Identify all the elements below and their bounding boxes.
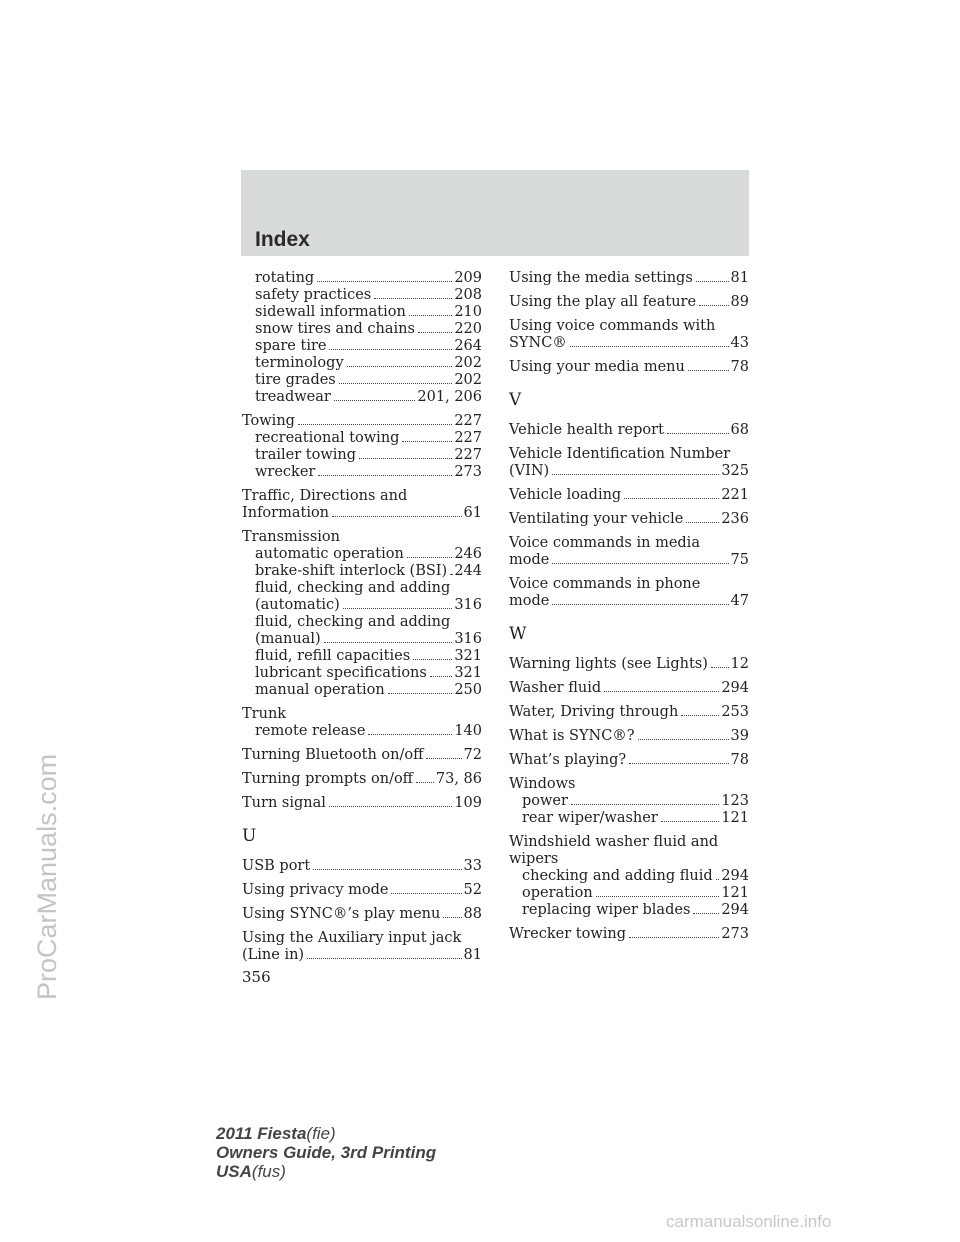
dot-leader [329,348,452,350]
entry-page: 316 [454,597,482,613]
dot-leader [334,399,416,401]
entry-text: (Line in) [242,947,305,963]
dot-leader [388,692,453,694]
entry-page: 39 [730,728,749,744]
index-entry: Using the Auxiliary input jack [242,930,462,946]
footer-market: USA [216,1162,252,1181]
dot-leader [681,714,719,716]
entry-text: rear wiper/washer [522,810,658,826]
entry-page: 75 [730,552,749,568]
index-entry [242,747,482,764]
entry-text: operation [522,885,593,901]
entry-page: 294 [721,902,749,918]
entry-page: 43 [730,335,749,351]
index-entry [509,270,749,287]
index-entry [509,704,749,721]
index-entry [509,728,749,745]
entry-text: checking and adding fluid [522,868,713,884]
entry-page: 201, 206 [417,389,482,405]
index-entry [509,294,749,311]
index-entry [242,648,482,665]
entry-page: 47 [730,593,749,609]
index-entry [242,355,482,372]
index-entry [242,505,482,522]
watermark-text: ProCarManuals.com [32,753,62,1000]
index-section-letter: U [242,826,257,846]
entry-page: 89 [730,294,749,310]
index-entry [242,430,482,447]
index-entry [242,906,482,923]
entry-text: manual operation [255,682,385,698]
entry-text: Towing [242,413,295,429]
dot-leader [629,762,728,764]
entry-page: 325 [721,463,749,479]
index-entry [242,338,482,355]
entry-text: SYNC® [509,335,567,351]
dot-leader [332,515,462,517]
entry-text: terminology [255,355,344,371]
dot-leader [443,916,461,918]
page-title: Index [255,228,310,251]
entry-page: 72 [463,747,482,763]
dot-leader [596,895,720,897]
entry-text: Using your media menu [509,359,685,375]
entry-text: mode [509,593,550,609]
dot-leader [693,912,719,914]
entry-page: 253 [721,704,749,720]
entry-page: 140 [454,723,482,739]
dot-leader [343,607,452,609]
index-column-right [509,270,749,943]
dot-leader [667,432,729,434]
index-entry: Windshield washer fluid and [509,834,719,850]
index-section-letter: V [509,390,522,410]
dot-leader [629,936,719,938]
dot-leader [604,690,719,692]
index-entry [242,447,482,464]
entry-text: recreational towing [255,430,400,446]
entry-text: treadwear [255,389,331,405]
entry-page: 244 [454,563,482,579]
entry-text: USB port [242,858,311,874]
entry-text: trailer towing [255,447,357,463]
index-entry: Voice commands in phone [509,576,701,592]
index-entry [509,463,749,480]
footer-market-code: (fus) [251,1162,286,1181]
dot-leader [711,666,729,668]
entry-page: 73, 86 [435,771,482,787]
index-entry [242,287,482,304]
index-entry [242,563,482,580]
entry-page: 209 [454,270,482,286]
entry-text: Turn signal [242,795,326,811]
index-entry [509,752,749,769]
entry-text: Information [242,505,330,521]
index-entry: fluid, checking and adding [255,614,451,630]
entry-text: Warning lights (see Lights) [509,656,708,672]
entry-page: 121 [721,885,749,901]
dot-leader [318,474,452,476]
dot-leader [552,562,728,564]
entry-page: 88 [463,906,482,922]
index-entry [509,885,749,902]
footer [216,1124,436,1181]
entry-text: (automatic) [255,597,340,613]
entry-page: 81 [463,947,482,963]
index-entry [509,511,749,528]
dot-leader [339,382,453,384]
dot-leader [298,423,452,425]
entry-text: brake-shift interlock (BSI) [255,563,448,579]
index-entry: Trunk [242,706,287,722]
entry-text: spare tire [255,338,327,354]
dot-leader [374,297,452,299]
entry-page: 33 [463,858,482,874]
index-column-left [242,270,482,964]
entry-text: Vehicle health report [509,422,664,438]
dot-leader [409,314,452,316]
entry-page: 250 [454,682,482,698]
index-entry [242,270,482,287]
index-entry [242,882,482,899]
entry-text: What is SYNC®? [509,728,635,744]
page-number: 356 [242,968,271,986]
footer-model-code: (fie) [306,1124,336,1143]
entry-page: 202 [454,355,482,371]
entry-text: tire grades [255,372,336,388]
index-entry [242,665,482,682]
entry-page: 227 [454,430,482,446]
entry-text: mode [509,552,550,568]
entry-page: 81 [730,270,749,286]
entry-text: Washer fluid [509,680,602,696]
entry-page: 273 [721,926,749,942]
entry-text: automatic operation [255,546,404,562]
index-section-letter: W [509,624,527,644]
entry-page: 61 [463,505,482,521]
entry-page: 78 [730,752,749,768]
site-watermark: carmanualsonline.info [666,1212,832,1231]
entry-text: Using the media settings [509,270,693,286]
index-entry [242,413,482,430]
dot-leader [416,781,434,783]
entry-page: 208 [454,287,482,303]
dot-leader [317,280,452,282]
dot-leader [368,733,452,735]
index-entry [242,321,482,338]
dot-leader [418,331,452,333]
entry-text: sidewall information [255,304,406,320]
dot-leader [552,473,719,475]
entry-text: snow tires and chains [255,321,415,337]
index-entry: Traffic, Directions and [242,488,408,504]
dot-leader [426,757,461,759]
entry-page: 227 [454,447,482,463]
dot-leader [686,521,719,523]
dot-leader [413,658,452,660]
entry-text: Wrecker towing [509,926,627,942]
dot-leader [324,641,453,643]
index-entry [509,793,749,810]
index-entry [242,723,482,740]
entry-page: 202 [454,372,482,388]
entry-text: Using SYNC®’s play menu [242,906,441,922]
entry-text: Turning Bluetooth on/off [242,747,424,763]
dot-leader [638,738,729,740]
entry-text: replacing wiper blades [522,902,691,918]
entry-page: 227 [454,413,482,429]
index-entry [509,868,749,885]
entry-text: remote release [255,723,366,739]
dot-leader [552,603,728,605]
dot-leader [570,345,729,347]
index-entry [242,947,482,964]
index-entry [242,304,482,321]
dot-leader [307,957,461,959]
index-entry: Vehicle Identification Number [509,446,731,462]
entry-page: 264 [454,338,482,354]
dot-leader [571,803,719,805]
entry-page: 109 [454,795,482,811]
entry-page: 321 [454,648,482,664]
index-entry [509,810,749,827]
index-entry [509,359,749,376]
index-entry: Using voice commands with [509,318,716,334]
dot-leader [430,675,452,677]
entry-page: 121 [721,810,749,826]
index-entry: Transmission [242,529,341,545]
dot-leader [688,369,729,371]
index-entry [242,597,482,614]
index-entry [242,546,482,563]
index-entry: fluid, checking and adding [255,580,451,596]
dot-leader [661,820,720,822]
index-entry [509,422,749,439]
index-entry [242,795,482,812]
index-entry [509,902,749,919]
index-entry: Windows [509,776,576,792]
entry-text: (VIN) [509,463,550,479]
dot-leader [699,304,728,306]
dot-leader [696,280,729,282]
dot-leader [407,556,452,558]
index-entry [242,464,482,481]
index-entry: Voice commands in media [509,535,700,551]
entry-text: power [522,793,568,809]
watermark [32,753,62,1000]
entry-page: 273 [454,464,482,480]
entry-text: rotating [255,270,315,286]
footer-guide: Owners Guide, 3rd Printing [216,1143,437,1162]
header-band [241,170,749,256]
index-entry [242,858,482,875]
dot-leader [391,892,461,894]
index-entry [509,680,749,697]
index-entry [242,631,482,648]
entry-text: lubricant specifications [255,665,427,681]
index-entry [242,389,482,406]
entry-text: Vehicle loading [509,487,622,503]
entry-page: 12 [730,656,749,672]
dot-leader [624,497,719,499]
index-entry: wipers [509,851,559,867]
dot-leader [347,365,453,367]
entry-page: 246 [454,546,482,562]
entry-page: 221 [721,487,749,503]
index-entry [509,335,749,352]
dot-leader [359,457,452,459]
entry-page: 220 [454,321,482,337]
index-entry [509,552,749,569]
entry-text: Ventilating your vehicle [509,511,684,527]
dot-leader [402,440,452,442]
index-entry [509,926,749,943]
entry-page: 78 [730,359,749,375]
entry-page: 321 [454,665,482,681]
index-entry [509,656,749,673]
entry-page: 316 [454,631,482,647]
index-entry [509,487,749,504]
entry-text: safety practices [255,287,372,303]
index-entry [242,372,482,389]
entry-page: 68 [730,422,749,438]
entry-text: wrecker [255,464,316,480]
entry-text: Water, Driving through [509,704,679,720]
entry-page: 210 [454,304,482,320]
entry-text: Turning prompts on/off [242,771,413,787]
entry-text: fluid, refill capacities [255,648,411,664]
entry-text: What’s playing? [509,752,627,768]
dot-leader [329,805,452,807]
entry-page: 294 [721,680,749,696]
entry-page: 294 [721,868,749,884]
entry-page: 236 [721,511,749,527]
entry-text: (manual) [255,631,321,647]
dot-leader [313,868,461,870]
index-entry [242,682,482,699]
index-entry [242,771,482,788]
entry-text: Using privacy mode [242,882,389,898]
entry-page: 52 [463,882,482,898]
entry-text: Using the play all feature [509,294,697,310]
index-entry [509,593,749,610]
footer-model: 2011 Fiesta [216,1124,307,1143]
entry-page: 123 [721,793,749,809]
